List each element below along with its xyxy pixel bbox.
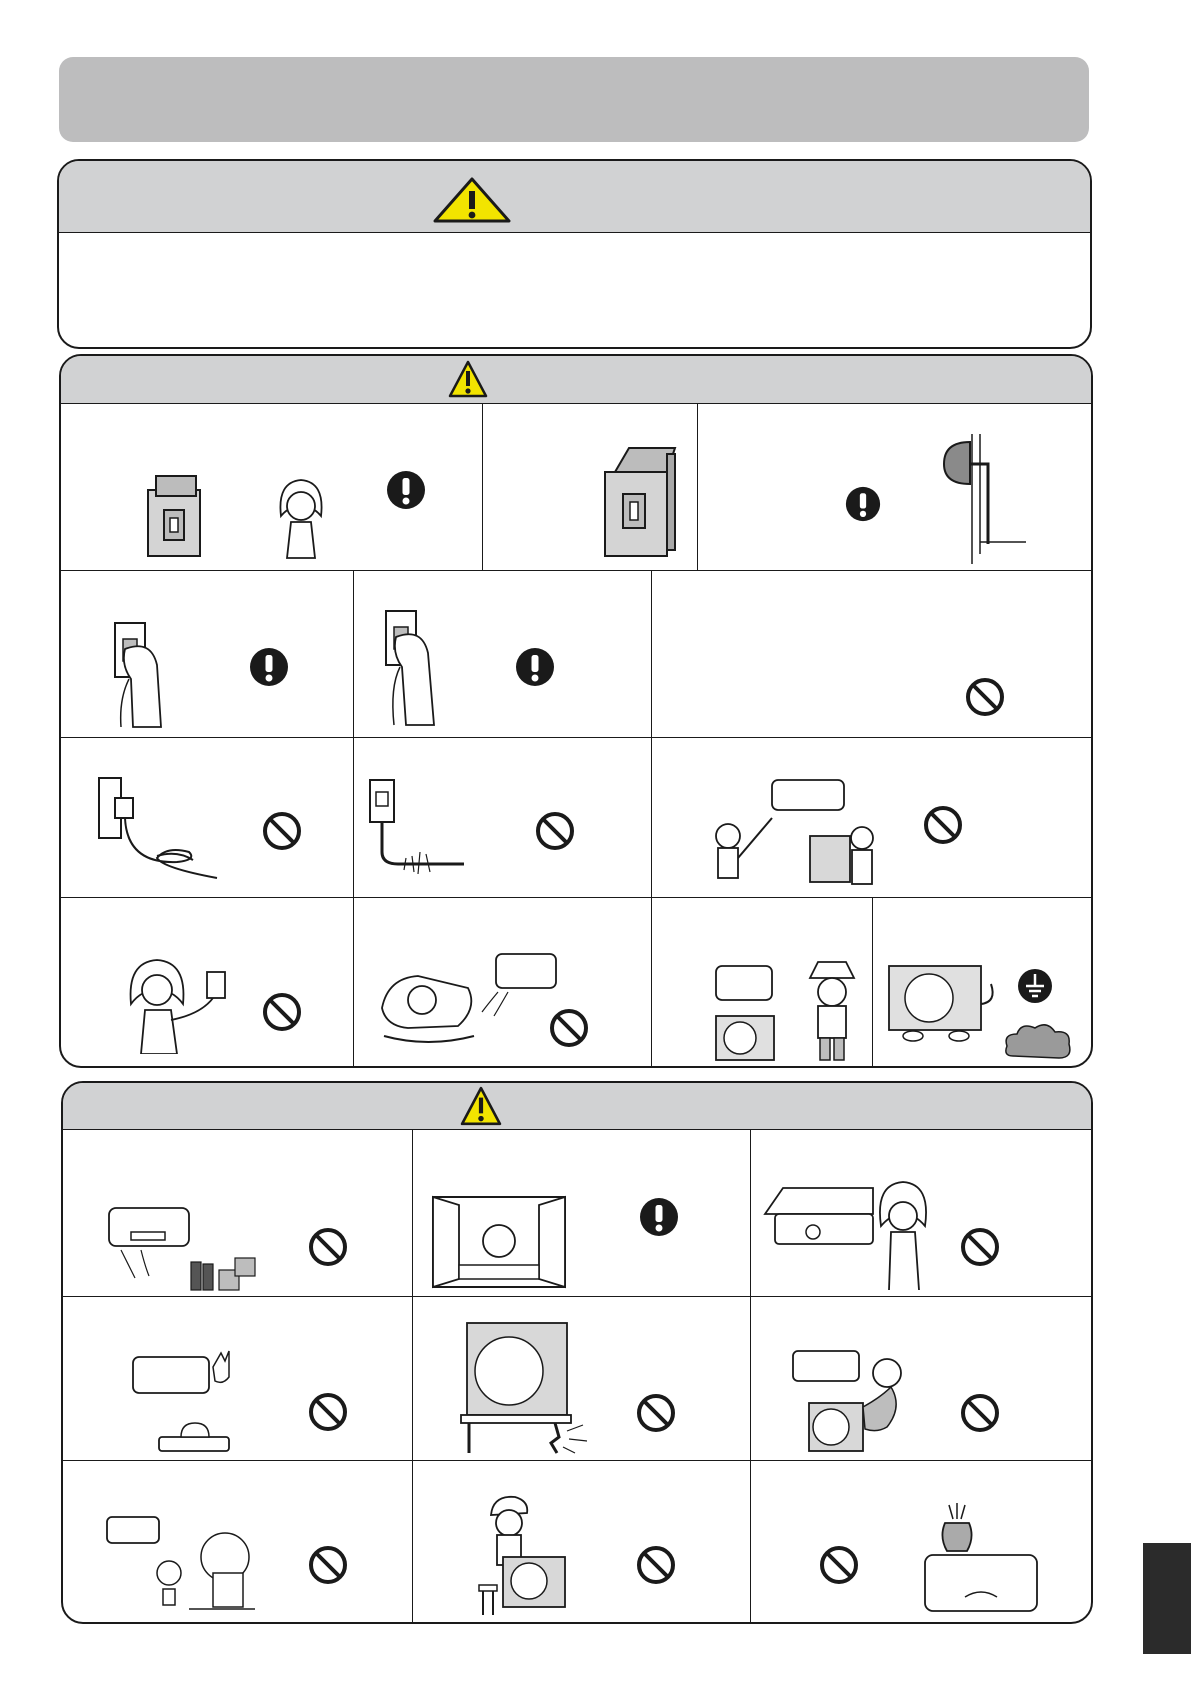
prohibition-icon xyxy=(535,811,575,851)
warning-cell-8 xyxy=(354,738,652,898)
prohibition-icon xyxy=(308,1392,348,1432)
prohibition-icon xyxy=(960,1393,1000,1433)
open-unit-person-illustration xyxy=(763,1180,933,1290)
prohibition-icon xyxy=(636,1393,676,1433)
prohibition-icon xyxy=(923,805,963,845)
notice-panel-header xyxy=(59,161,1090,233)
warning-cell-3 xyxy=(698,404,1091,571)
children-poking-unit-illustration xyxy=(714,778,914,894)
caution-cell-1 xyxy=(63,1130,413,1297)
warning-cell-9 xyxy=(652,738,1091,898)
outdoor-unit-grounded-illustration xyxy=(887,964,997,1044)
prohibition-icon xyxy=(960,1227,1000,1267)
exclamation-mandatory-icon xyxy=(515,647,555,687)
prohibition-icon xyxy=(549,1008,589,1048)
prohibition-icon xyxy=(262,811,302,851)
caution-cell-6 xyxy=(751,1297,1091,1461)
page-header-bar xyxy=(59,57,1089,142)
open-window-illustration xyxy=(429,1195,569,1289)
prohibition-icon xyxy=(262,992,302,1032)
warning-cell-11 xyxy=(354,898,652,1066)
person-touching-outlet-illustration xyxy=(121,954,231,1054)
unit-with-food-illustration xyxy=(107,1204,257,1292)
cleaning-outdoor-unit-illustration xyxy=(791,1347,911,1455)
hand-plug-illustration xyxy=(382,607,442,727)
caution-cell-4 xyxy=(63,1297,413,1461)
warning-panel-header xyxy=(61,356,1091,404)
warning-cell-12 xyxy=(652,898,873,1066)
warning-triangle-icon xyxy=(460,1086,502,1126)
prohibition-icon xyxy=(308,1545,348,1585)
caution-cell-7 xyxy=(63,1461,413,1622)
vase-on-unit-illustration xyxy=(921,1503,1041,1615)
warning-cell-2 xyxy=(483,404,698,571)
caution-cell-9 xyxy=(751,1461,1091,1622)
exclamation-mandatory-icon xyxy=(386,470,426,510)
warning-triangle-icon xyxy=(433,177,511,223)
tangled-cord-illustration xyxy=(97,774,227,884)
warning-cell-13 xyxy=(873,898,1091,1066)
prohibition-icon xyxy=(636,1545,676,1585)
hand-plug-illustration xyxy=(111,619,171,729)
warning-cell-1 xyxy=(61,404,483,571)
warning-triangle-icon xyxy=(448,360,488,398)
exclamation-mandatory-icon xyxy=(845,486,881,522)
person-illustration xyxy=(271,476,331,560)
caution-cell-8 xyxy=(413,1461,751,1622)
baby-cradle-illustration xyxy=(378,948,558,1048)
wall-outlet-illustration xyxy=(938,434,1028,564)
unit-with-plants-illustration xyxy=(105,1513,255,1613)
page-edge-tab xyxy=(1143,1543,1191,1654)
caution-cell-3 xyxy=(751,1130,1091,1297)
warning-cell-10 xyxy=(61,898,354,1066)
warning-cell-4 xyxy=(61,571,354,738)
caution-panel-header xyxy=(63,1083,1091,1130)
warning-panel xyxy=(59,354,1093,1068)
child-climbing-unit-illustration xyxy=(473,1493,573,1617)
exclamation-mandatory-icon xyxy=(249,647,289,687)
prohibition-icon xyxy=(308,1227,348,1267)
warning-cell-5 xyxy=(354,571,652,738)
ground-earth-icon xyxy=(1017,968,1053,1004)
units-and-person-illustration xyxy=(714,958,864,1062)
breaker-switch-illustration xyxy=(603,444,678,559)
caution-cell-2 xyxy=(413,1130,751,1297)
caution-cell-5 xyxy=(413,1297,751,1461)
exclamation-mandatory-icon xyxy=(639,1197,679,1237)
breaker-switch-illustration xyxy=(146,474,206,560)
warning-cell-7 xyxy=(61,738,354,898)
notice-panel xyxy=(57,159,1092,349)
warning-cell-6 xyxy=(652,571,1091,738)
unit-on-broken-stand-illustration xyxy=(459,1319,589,1455)
unit-above-stove-illustration xyxy=(129,1337,239,1455)
ground-cloud-shape xyxy=(1003,1020,1073,1062)
caution-panel xyxy=(61,1081,1093,1624)
prohibition-icon xyxy=(965,677,1005,717)
prohibition-icon xyxy=(819,1545,859,1585)
damaged-cord-illustration xyxy=(364,778,464,878)
